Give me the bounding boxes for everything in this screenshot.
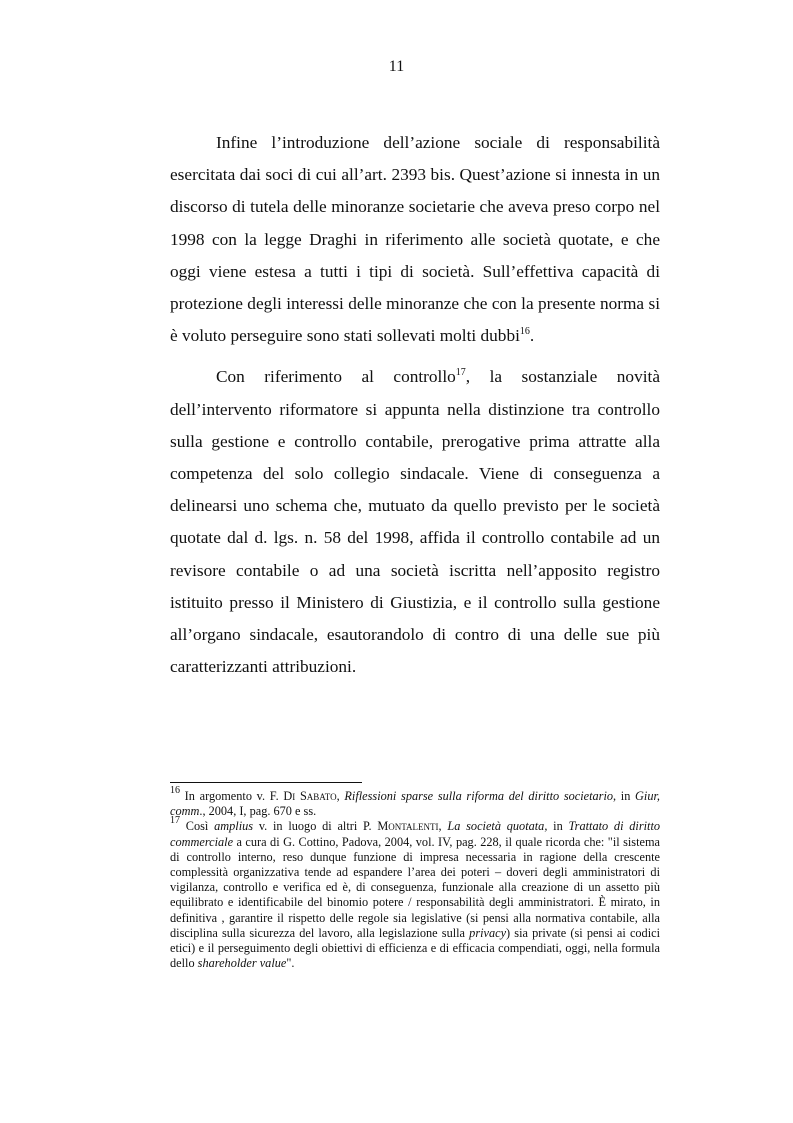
footnote-text: a cura di G. Cottino, Padova, 2004, vol. IV, pag. 228, il quale ricorda che: "il sistema di controllo interno, reso dunque funzione di impresa necessaria in ragione della crescente complessità organizzativa tende ad espandere l’area dei poteri – doveri degli amministratori di vigilanza, controllo e verifica ed è, di conseguenza, funzionale alla creazione di un assetto più equilibrato e identificabile del binomio potere / responsabilità degli amministratori. È mirato, in definitiva , garantire il rispetto delle regole sia legislative (si pensi alla normativa contabile, alla disciplina sulla sicurezza del lavoro, alla legislazione sulla [170,834,660,940]
author-initial: M [377,819,389,834]
author-initial: D [283,789,293,803]
work-title: La società quotata, [447,819,548,834]
footnote-number: 17 [170,815,180,827]
footnote-text: In argomento v. F. [180,789,284,803]
footnote-ref-17[interactable]: 17 [455,367,466,379]
paragraph-text-end: . [529,326,535,346]
paragraph-derivative-action [170,127,660,352]
paragraph-text: Con riferimento al controllo [216,367,456,387]
latin-term: amplius [214,819,254,834]
author-name: ontalenti [388,819,439,834]
paragraph-text-end: , la sostanziale novità dell’intervento riformatore si appunta nella distinzione tra controllo sulla gestione e controllo contabile, prerogative prima attratte alla competenza del solo collegio sindacale. Viene di conseguenza a delinearsi uno schema che, mutuato da quello previsto per le società quotate dal d. lgs. n. 58 del 1998, affida il controllo contabile ad un revisore contabile o ad una società iscritta nell’apposito registro istituito presso il Ministero di Giustizia, e il controllo sulla gestione all’organo sindacale, esautorandolo di contro di una delle sue più caratterizzanti attribuzioni. [170,367,660,677]
footnotes [170,785,661,971]
english-term: privacy [469,925,507,940]
paragraph-control [170,361,660,683]
footnote-16 [170,785,660,819]
footnote-text: ) sia private (si pensi ai codici etici) e il perseguimento degli obiettivi di efficienza e di efficacia compendiati, oggi, nella formula dello [170,925,660,971]
footnote-text: ". [286,956,295,971]
footnote-separator [170,782,362,783]
work-title: Riflessioni sparse sulla riforma del diritto societario [344,789,614,803]
footnote-text: v. in luogo di altri P. [253,819,378,834]
footnote-text: ., 2004, I, pag. 670 e ss. [199,804,317,819]
footnote-text: , [438,819,448,834]
journal-title: Giur, comm [170,789,660,819]
footnote-ref-16[interactable]: 16 [519,326,530,338]
author-name: i Sabato [292,789,337,803]
book-title: Trattato di diritto commerciale [170,819,661,849]
footnote-text: , [336,789,345,803]
footnote-text: , in [613,789,636,803]
body-text [170,127,660,692]
footnote-17 [170,815,661,971]
footnote-number: 16 [170,785,180,796]
footnote-text: in [547,819,569,834]
paragraph-text: Infine l’introduzione dell’azione sociale di responsabilità esercitata dai soci di cui all’art. 2393 bis. Quest’azione si innesta in un discorso di tutela delle minoranze societarie che aveva preso corpo nel 1998 con la legge Draghi in riferimento alle società quotate, e che oggi viene estesa a tutti i tipi di società. Sull’effettiva capacità di protezione degli interessi delle minoranze che con la presente norma si è voluto perseguire sono stati sollevati molti dubbi [170,133,660,346]
english-term: shareholder value [197,956,287,971]
page-number: 11 [388,58,405,75]
footnote-text: Così [180,819,215,834]
